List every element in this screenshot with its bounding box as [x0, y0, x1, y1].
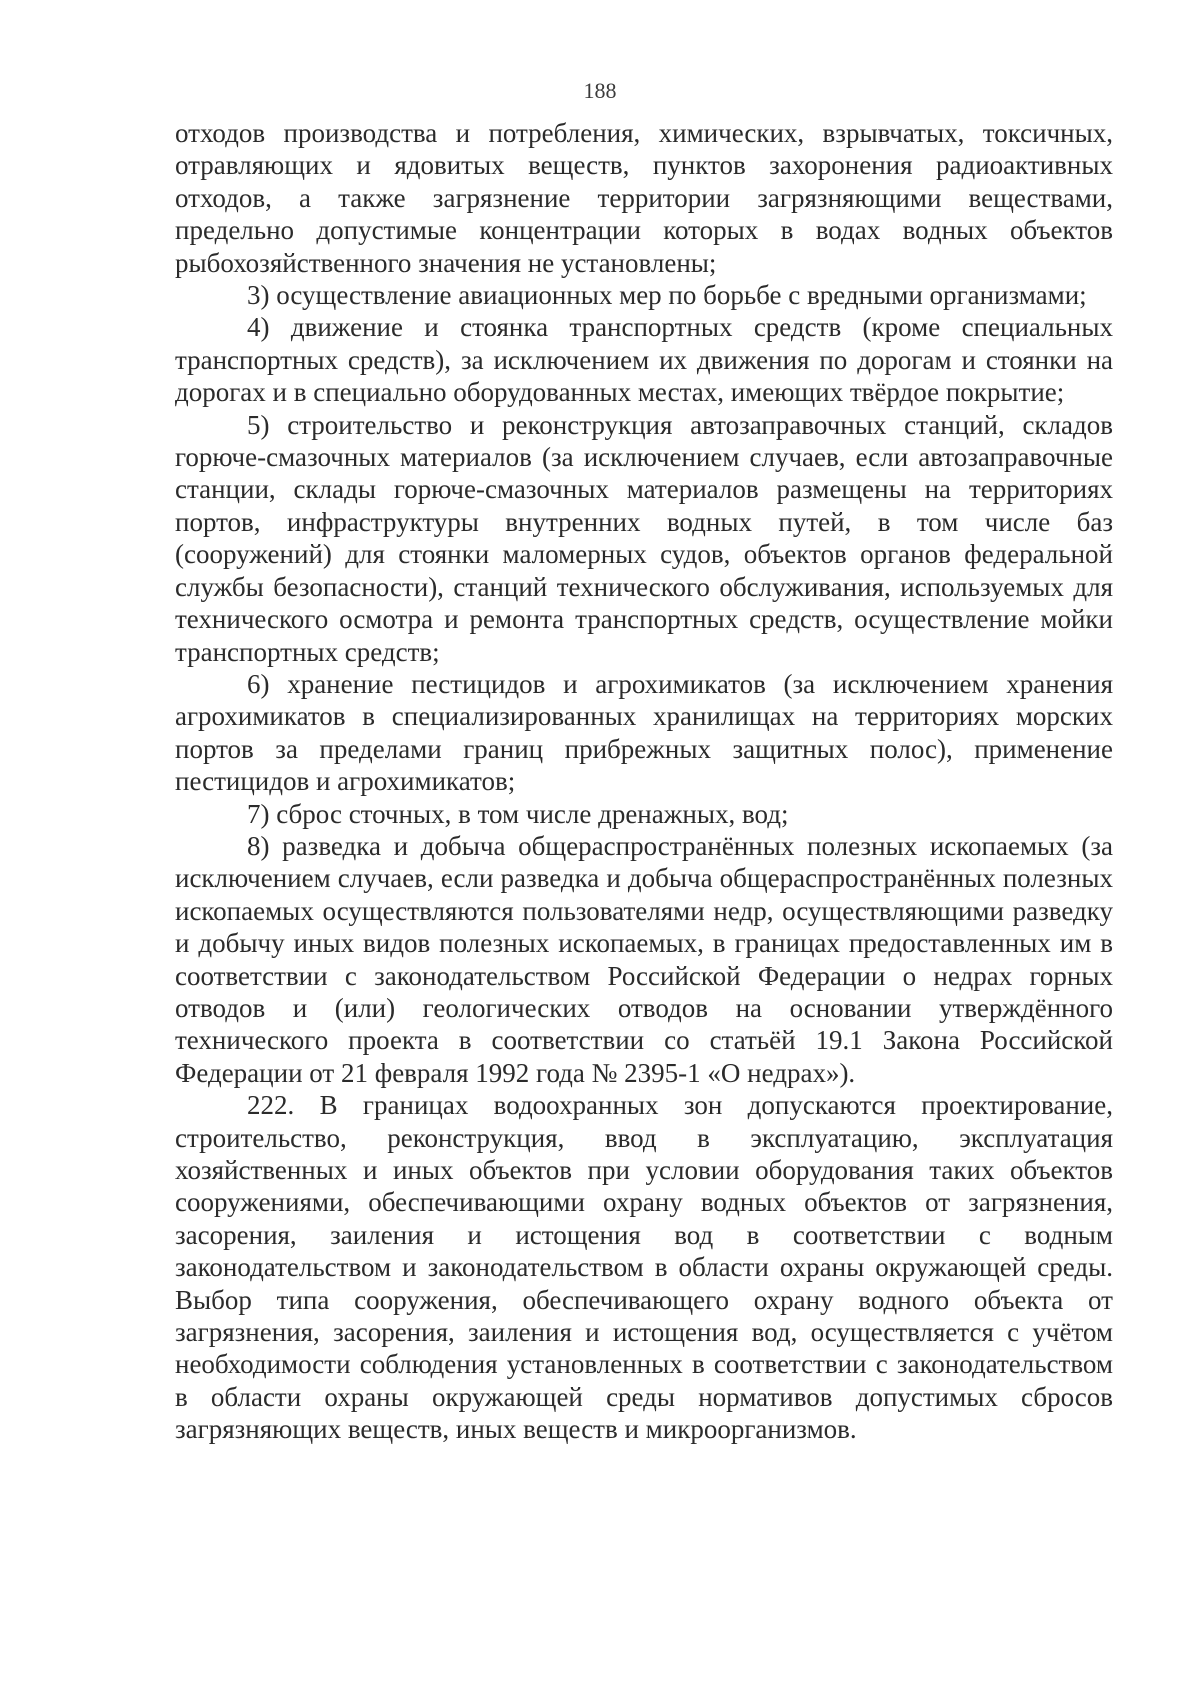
list-item-3: 3) осуществление авиационных мер по борьбе с вредными организмами; [247, 280, 1087, 311]
list-item-5: 5) строительство и реконструкция автозаправочных станций, складов горюче-смазочных материалов (за исключением случаев, если автозаправочные станции, склады горюче-смазочных материалов размещены на территориях портов, инфраструктуры внутренних водных путей, в том числе баз (сооружений) для стоянки маломерных судов, объектов органов федеральной службы безопасности), станций технического обслуживания, используемых для технического осмотра и ремонта транспортных средств, осуществление мойки транспортных средств; [175, 409, 1113, 667]
section-222-paragraph: 222. В границах водоохранных зон допускаются проектирование, строительство, реконструкция, ввод в эксплуатацию, эксплуатация хозяйственных и иных объектов при условии оборудования таких объектов сооружениями, обеспечивающими охрану водных объектов от загрязнения, засорения, заиления и истощения вод в соответствии с водным законодательством и законодательством в области охраны окружающей среды. Выбор типа сооружения, обеспечивающего охрану водного объекта от загрязнения, засорения, заиления и истощения вод, осуществляется с учётом необходимости соблюдения установленных в соответствии с законодательством в области охраны окружающей среды нормативов допустимых сбросов загрязняющих веществ, иных веществ и микроорганизмов. [175, 1090, 1113, 1445]
list-item-6: 6) хранение пестицидов и агрохимикатов (за исключением хранения агрохимикатов в специализированных хранилищах на территориях морских портов за пределами границ прибрежных защитных полос), применение пестицидов и агрохимикатов; [175, 668, 1113, 797]
document-body [175, 117, 1113, 1446]
paragraph-continuation: отходов производства и потребления, химических, взрывчатых, токсичных, отравляющих и ядовитых веществ, пунктов захоронения радиоактивных отходов, а также загрязнение территории загрязняющими веществами, предельно допустимые концентрации которых в водах водных объектов рыбохозяйственного значения не установлены; [175, 118, 1113, 278]
page-number: 188 [583, 78, 617, 103]
list-item-8: 8) разведка и добыча общераспространённых полезных ископаемых (за исключением случаев, если разведка и добыча общераспространённых полезных ископаемых осуществляются пользователями недр, осуществляющими разведку и добычу иных видов полезных ископаемых, в границах предоставленных им в соответствии с законодательством Российской Федерации о недрах горных отводов и (или) геологических отводов на основании утверждённого технического проекта в соответствии со статьёй 19.1 Закона Российской Федерации от 21 февраля 1992 года № 2395-1 «О недрах»). [175, 830, 1113, 1088]
list-item-7: 7) сброс сточных, в том числе дренажных, вод; [247, 798, 789, 829]
list-item-4: 4) движение и стоянка транспортных средств (кроме специальных транспортных средств), за исключением их движения по дорогам и стоянки на дорогах и в специально оборудованных местах, имеющих твёрдое покрытие; [175, 312, 1113, 408]
